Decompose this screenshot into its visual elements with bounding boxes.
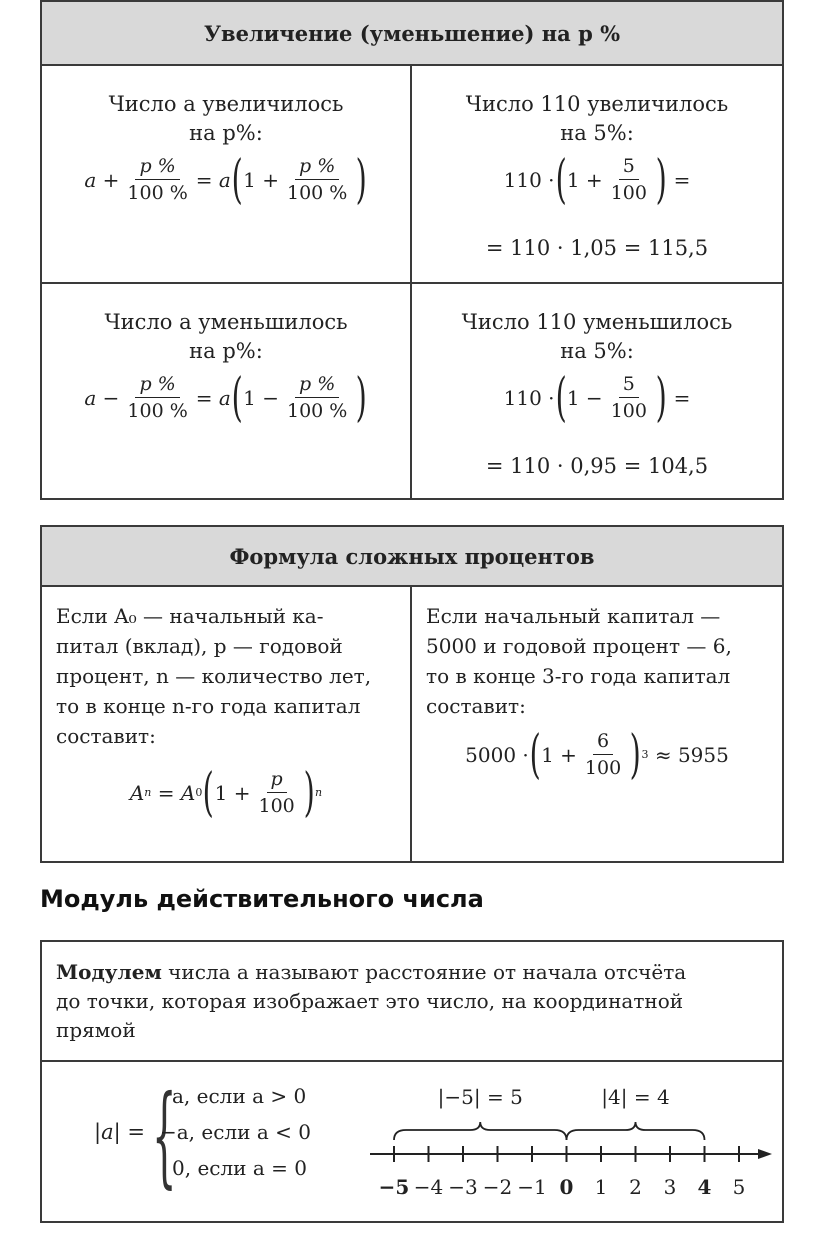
tick-label: 5 <box>732 1175 746 1199</box>
tick-label: 3 <box>663 1175 677 1199</box>
decrease-example-formula: 110 · ( 1 − $\frac{5}{100}$ ) = <box>503 367 691 428</box>
increase-row <box>42 66 782 284</box>
axis-arrow <box>758 1149 772 1159</box>
increase-example-formula: 110 · ( 1 + $\frac{5}{100}$ ) = <box>503 149 691 210</box>
definition-line2: до точки, которая изображает это число, на координатной <box>56 989 684 1013</box>
percent-change-table <box>40 0 784 500</box>
compound-interest-table <box>40 525 784 863</box>
compound-text-line: Если начальный капитал — <box>426 604 721 628</box>
brace-four <box>567 1122 705 1140</box>
abs-definition-area <box>42 1062 782 1221</box>
decrease-general-cell <box>42 284 412 498</box>
compound-example-cell <box>412 587 782 861</box>
tick-label: 0 <box>559 1175 574 1199</box>
number-line <box>332 1062 772 1221</box>
case-line: a, если a > 0 <box>172 1084 307 1108</box>
abs-minus-five-label: |−5| = 5 <box>437 1085 523 1109</box>
decrease-general-line1: Число a уменьшилось <box>104 310 348 334</box>
tick-label: 4 <box>697 1175 712 1199</box>
compound-text-line: Если A₀ — начальный ка- <box>56 604 324 628</box>
case-line: −a, если a < 0 <box>160 1120 311 1144</box>
definition-line3: прямой <box>56 1018 136 1042</box>
compound-text-line: то в конце n-го года капитал <box>56 694 361 718</box>
compound-text-line: то в конце 3-го года капитал <box>426 664 731 688</box>
tick-label: −3 <box>448 1175 478 1199</box>
increase-general-cell <box>42 66 412 282</box>
increase-example-line1: Число 110 увеличилось <box>465 92 729 116</box>
abs-four-label: |4| = 4 <box>601 1085 670 1109</box>
increase-example-result: = 110 · 1,05 = 115,5 <box>485 236 709 260</box>
compound-text-line: питал (вклад), p — годовой <box>56 634 343 658</box>
tick-label: −5 <box>378 1175 410 1199</box>
section-heading: Модуль действительного числа <box>40 885 484 913</box>
compound-example-formula: 5000 · ( 1 + $\frac{6}{100}$ ) 3 ≈ 5955 <box>465 724 729 785</box>
absolute-value-table <box>40 940 784 1223</box>
definition-line1: числа a называют расстояние от начала отсчёта <box>161 960 687 984</box>
percent-change-table-title <box>42 2 782 66</box>
definition-block <box>42 942 782 1062</box>
increase-example-cell <box>412 66 782 282</box>
increase-general-line2: на p%: <box>189 121 263 145</box>
tick-label: −1 <box>517 1175 547 1199</box>
compound-general-cell <box>42 587 412 861</box>
compound-text-line: 5000 и годовой процент — 6, <box>426 634 732 658</box>
increase-general-line1: Число a увеличилось <box>108 92 344 116</box>
brace-minus-five <box>394 1122 567 1140</box>
compound-interest-title: Формула сложных процентов <box>42 527 782 587</box>
table-title-text: Увеличение (уменьшение) на p % <box>203 21 621 46</box>
tick-label: −2 <box>482 1175 513 1199</box>
tick-label: 1 <box>594 1175 608 1199</box>
increase-general-formula: a + $\frac{p \%}{100 \%}$ = a ( 1 + $\frac{p \%}{100 \%}$ ) <box>84 149 368 210</box>
decrease-row <box>42 284 782 498</box>
decrease-example-line1: Число 110 уменьшилось <box>461 310 733 334</box>
compound-text-line: составит: <box>426 694 526 718</box>
compound-text-line: составит: <box>56 724 156 748</box>
decrease-example-result: = 110 · 0,95 = 104,5 <box>485 454 709 478</box>
decrease-general-formula: a − $\frac{p \%}{100 \%}$ = a ( 1 − $\frac{p \%}{100 \%}$ ) <box>84 367 368 428</box>
case-brace: { <box>152 1071 177 1199</box>
tick-label: −4 <box>413 1175 444 1199</box>
decrease-example-cell <box>412 284 782 498</box>
increase-example-line2: на 5%: <box>560 121 634 145</box>
case-line: 0, если a = 0 <box>172 1156 307 1180</box>
abs-label: |a| = <box>94 1120 145 1144</box>
compound-general-formula: A n = A 0 ( 1 + $\frac{p}{100}$ ) n <box>129 762 323 823</box>
decrease-example-line2: на 5%: <box>560 339 634 363</box>
tick-label: 2 <box>629 1175 642 1199</box>
compound-text-line: процент, n — количество лет, <box>56 664 372 688</box>
decrease-general-line2: на p%: <box>189 339 263 363</box>
definition-bold-term: Модулем <box>56 960 162 984</box>
